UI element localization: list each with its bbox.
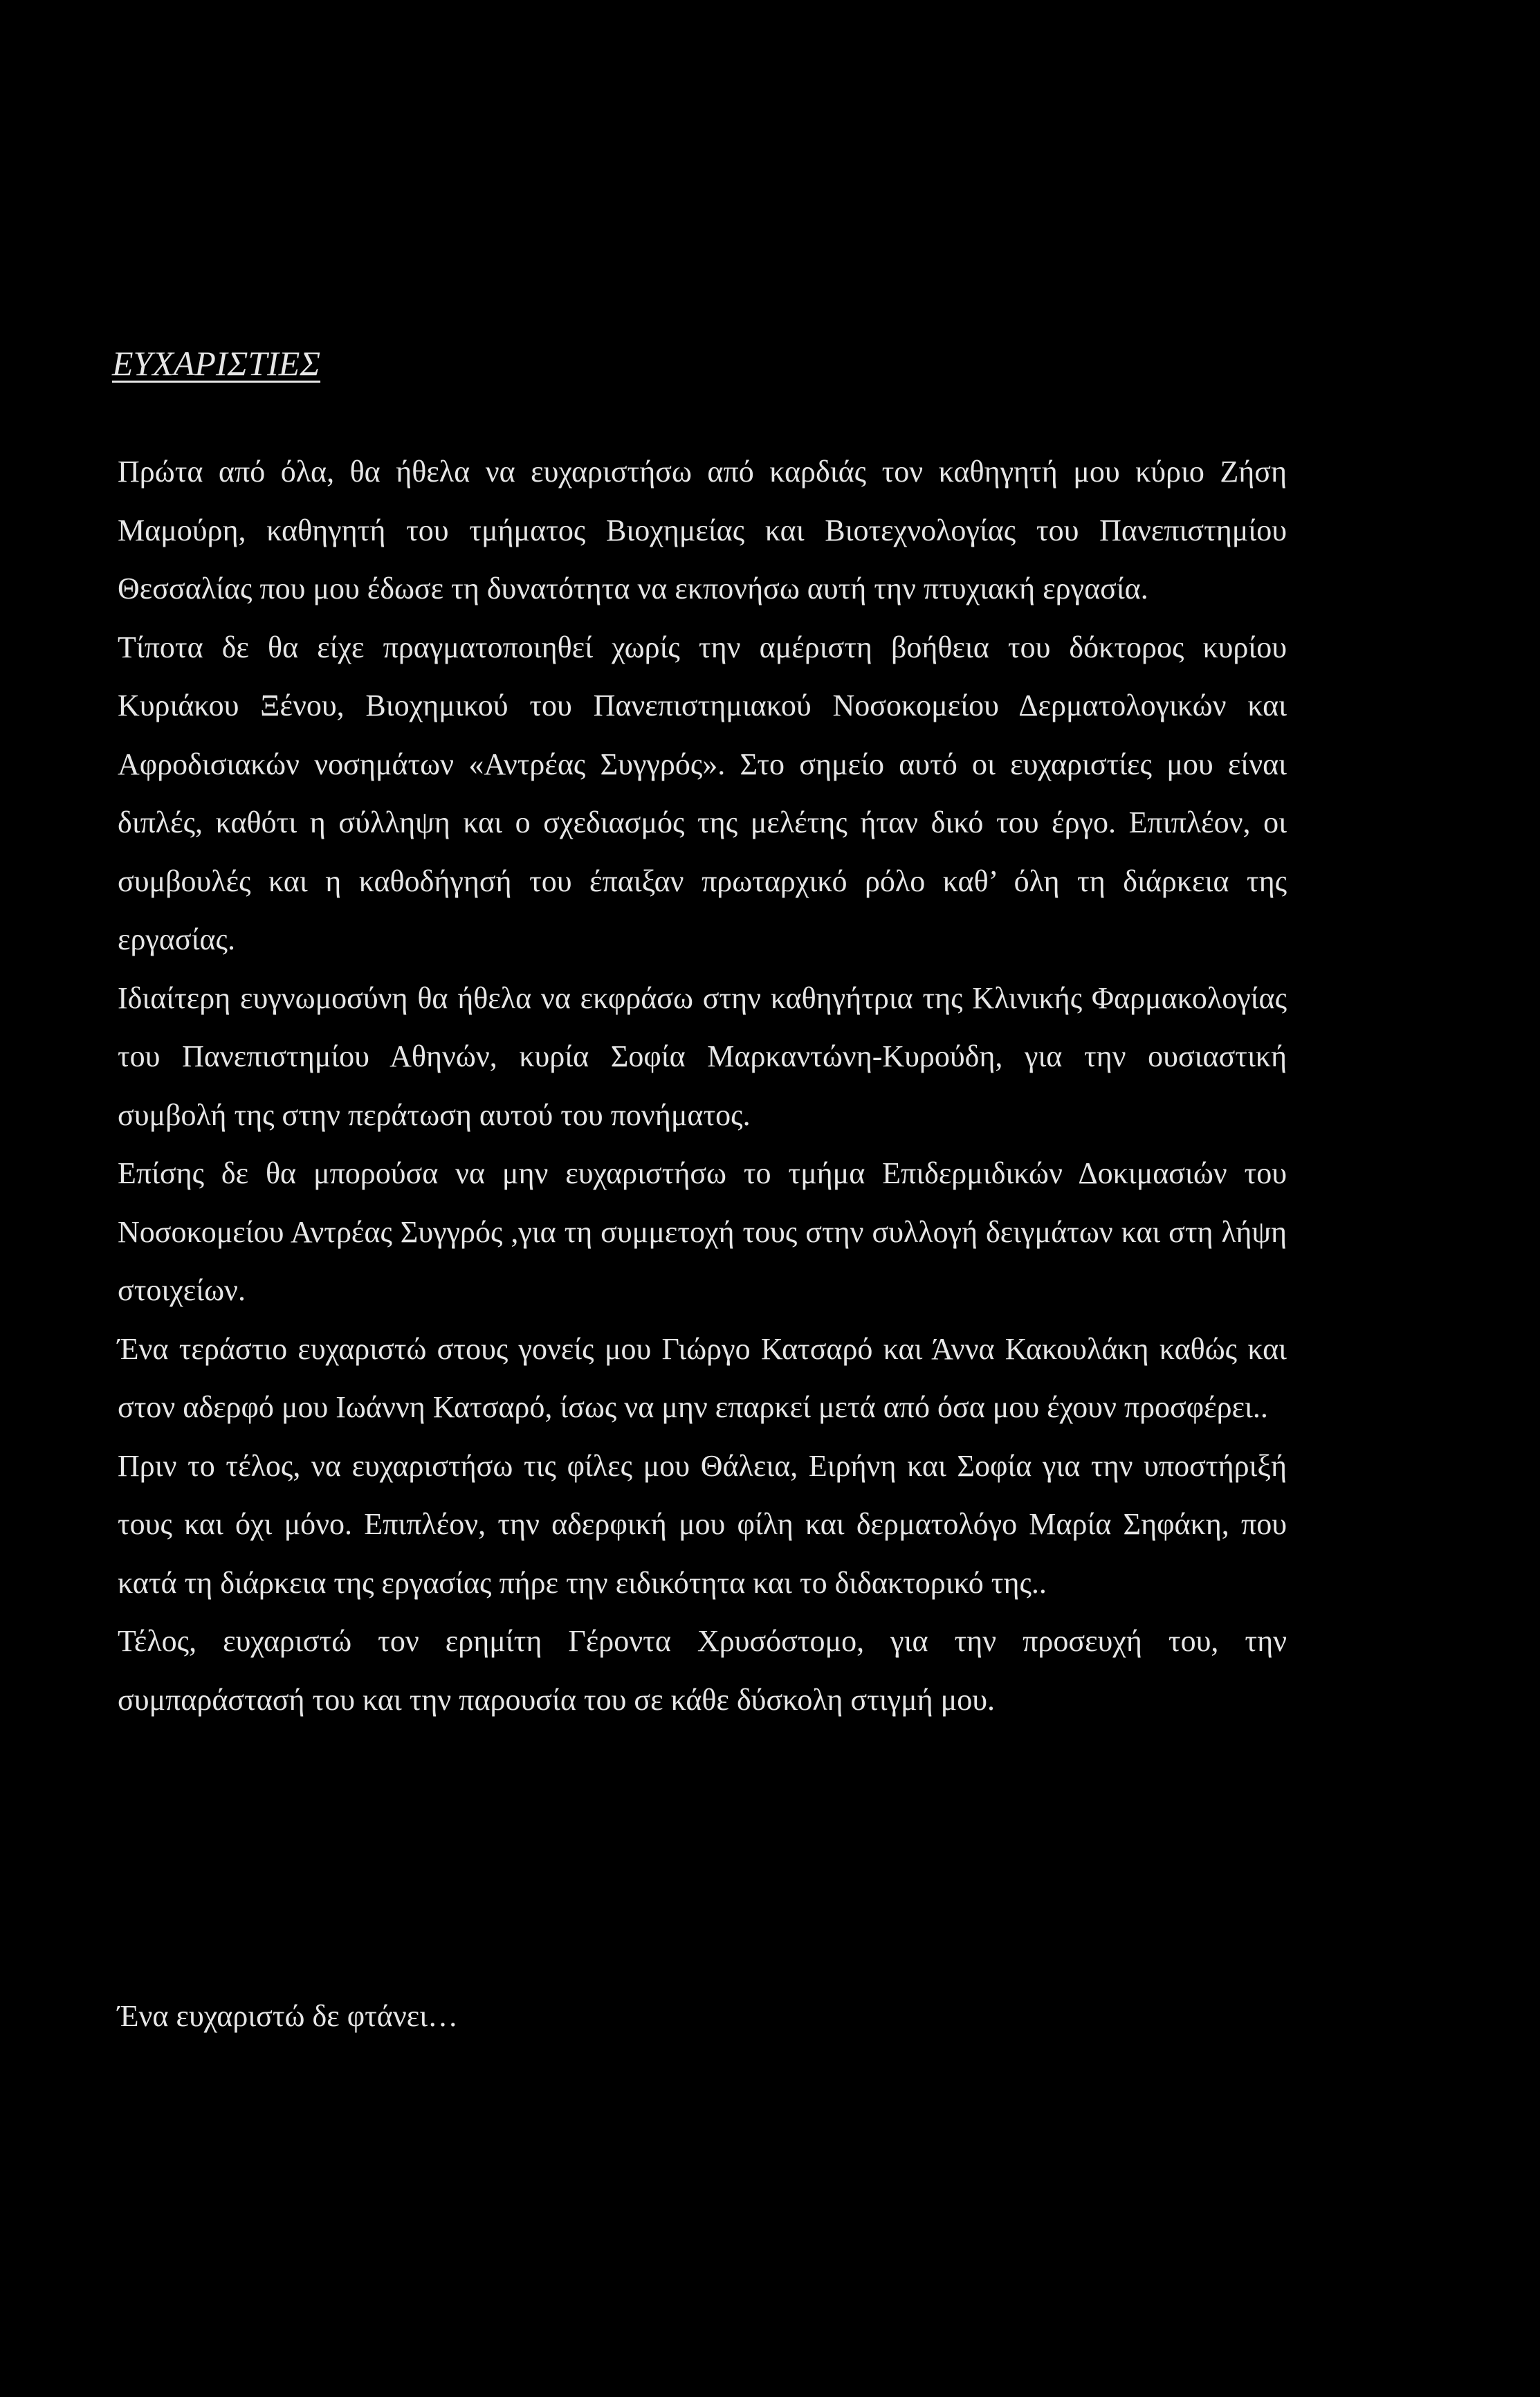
paragraph-co-supervisor: Τίποτα δε θα είχε πραγματοποιηθεί χωρίς την αμέριστη βοήθεια του δόκτορος κυρίου Κυριάκου Ξένου, Βιοχημικού του Πανεπιστημιακού Νοσοκομείου Δερματολογικών και Αφροδισιακών νοσημάτων «Αντρέας Συγγρός». Στο σημείο αυτό οι ευχαριστίες μου είναι διπλές, καθότι η σύλληψη και ο σχεδιασμός της μελέτης ήταν δικό του έργο. Επιπλέον, οι συμβουλές και η καθοδήγησή του έπαιξαν πρωταρχικό ρόλο καθ’ όλη τη διάρκεια της εργασίας. bbox=[118, 630, 1287, 956]
paragraph-professor: Ιδιαίτερη ευγνωμοσύνη θα ήθελα να εκφράσω στην καθηγήτρια της Κλινικής Φαρμακολογίας του Πανεπιστημίου Αθηνών, κυρία Σοφία Μαρκαντώνη-Κυρούδη, για την ουσιαστική συμβολή της στην περάτωση αυτού του πονήματος. bbox=[118, 981, 1287, 1132]
paragraph-department: Επίσης δε θα μπορούσα να μην ευχαριστήσω το τμήμα Επιδερμιδικών Δοκιμασιών του Νοσοκομείου Αντρέας Συγγρός ,για τη συμμετοχή τους στην συλλογή δειγμάτων και στη λήψη στοιχείων. bbox=[118, 1156, 1287, 1307]
paragraph-friends: Πριν το τέλος, να ευχαριστήσω τις φίλες μου Θάλεια, Ειρήνη και Σοφία για την υποστήριξή τους και όχι μόνο. Επιπλέον, την αδερφική μου φίλη και δερματολόγο Μαρία Σηφάκη, που κατά τη διάρκεια της εργασίας πήρε την ειδικότητα και το διδακτορικό της.. bbox=[118, 1448, 1287, 1600]
paragraph-family: Ένα τεράστιο ευχαριστώ στους γονείς μου Γιώργο Κατσαρό και Άννα Κακουλάκη καθώς και στον αδερφό μου Ιωάννη Κατσαρό, ίσως να μην επαρκεί μετά από όσα μου έχουν προσφέρει.. bbox=[118, 1331, 1287, 1424]
closing-line: Ένα ευχαριστώ δε φτάνει… bbox=[118, 1999, 459, 2033]
paragraph-final: Τέλος, ευχαριστώ τον ερημίτη Γέροντα Χρυσόστομο, για την προσευχή του, την συμπαράστασή του και την παρουσία του σε κάθε δύσκολη στιγμή μου. bbox=[118, 1624, 1287, 1717]
page-heading: ΕΥΧΑΡΙΣΤΙΕΣ bbox=[112, 344, 321, 383]
paragraph-supervisor: Πρώτα από όλα, θα ήθελα να ευχαριστήσω από καρδιάς τον καθηγητή μου κύριο Ζήση Μαμούρη, καθηγητή του τμήματος Βιοχημείας και Βιοτεχνολογίας του Πανεπιστημίου Θεσσαλίας που μου έδωσε τη δυνατότητα να εκπονήσω αυτή την πτυχιακή εργασία. bbox=[118, 455, 1287, 605]
acknowledgements-body bbox=[118, 443, 1287, 1729]
